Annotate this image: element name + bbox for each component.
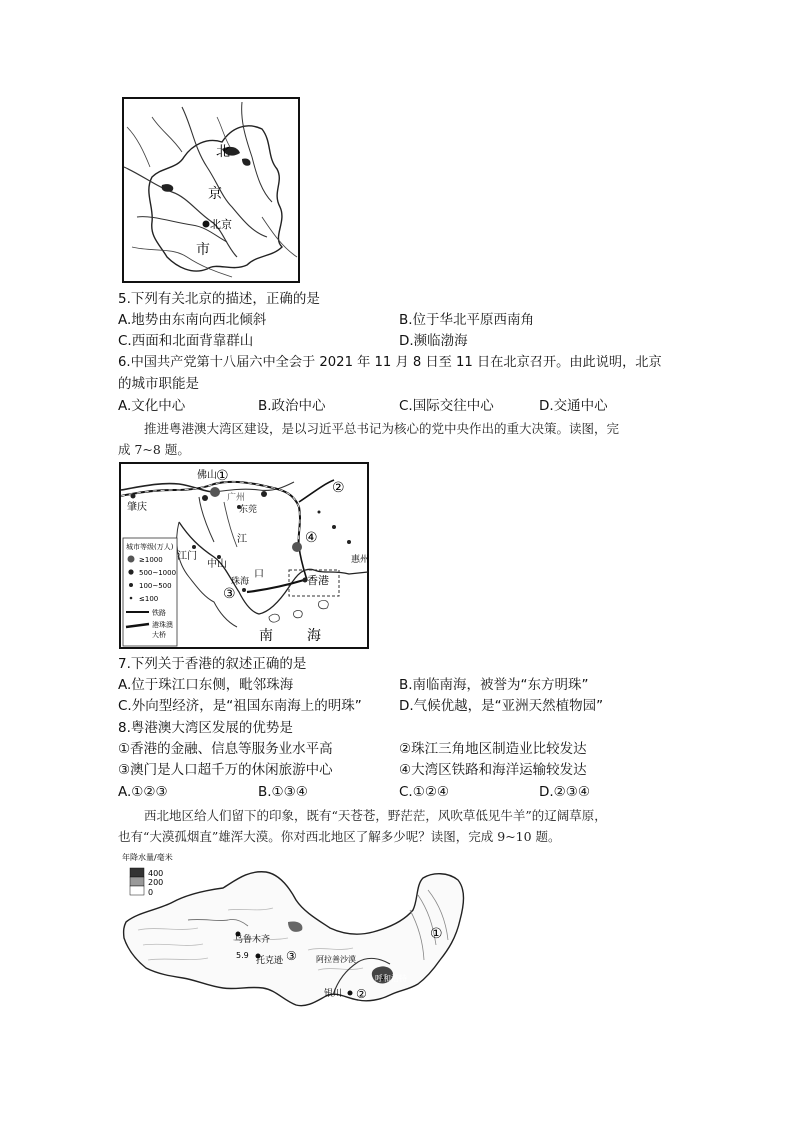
intro-7-8-line1: 推进粤港澳大湾区建设，是以习近平总书记为核心的党中央作出的重大决策。读图，完 <box>144 421 620 436</box>
map-label-beijing-city: 北京 <box>210 218 232 231</box>
legend-0: 0 <box>148 888 154 897</box>
legend-item-1: ≥1000 <box>139 556 163 564</box>
legend-title: 城市等级(万人) <box>126 543 174 551</box>
q8-option-b: B.①③④ <box>258 784 308 800</box>
label-alashan: 阿拉善沙漠 <box>316 955 356 964</box>
legend-item-4: ≤100 <box>139 595 159 603</box>
q5-option-d: D.濒临渤海 <box>399 333 468 349</box>
legend-symbol-3 <box>129 583 133 587</box>
legend-item-2: 500~1000 <box>139 569 177 577</box>
legend-rail: 铁路 <box>152 609 166 617</box>
legend-swatch-200 <box>130 877 144 886</box>
beijing-map <box>122 97 300 283</box>
q8-option-a: A.①②③ <box>118 784 168 800</box>
marker-4: ④ <box>305 530 318 546</box>
legend-400: 400 <box>148 869 164 878</box>
q6-option-a: A.文化中心 <box>118 398 186 414</box>
northwest-map-legend <box>122 852 173 897</box>
label-tuokexun-value: 5.9 <box>236 951 249 960</box>
marker-2: ② <box>356 987 367 1001</box>
legend-200: 200 <box>148 878 164 887</box>
northwest-map-figure <box>118 850 473 1015</box>
beijing-city-dot <box>203 221 210 228</box>
marker-2: ② <box>332 480 345 496</box>
map-label-jing: 京 <box>208 186 222 202</box>
q8-statement-2: ②珠江三角地区制造业比较发达 <box>399 741 587 757</box>
label-zhaoqing: 肇庆 <box>127 502 147 513</box>
legend-symbol-4 <box>130 597 133 600</box>
map-label-shi: 市 <box>196 242 210 258</box>
intro-9-10-line2: 也有“大漠孤烟直”雄浑大漠。你对西北地区了解多少呢？读图，完成 9~10 题。 <box>118 829 561 844</box>
legend-symbol-1 <box>128 556 135 563</box>
label-kou: 口 <box>254 569 264 580</box>
q5-option-a: A.地势由东南向西北倾斜 <box>118 312 267 328</box>
city-jiangmen-dot <box>192 545 196 549</box>
marker-1: ① <box>430 926 443 942</box>
marker-1: ① <box>216 468 229 484</box>
q7-option-b: B.南临南海，被誉为“东方明珠” <box>399 677 589 693</box>
q8-stem: 8.粤港澳大湾区发展的优势是 <box>118 720 293 736</box>
map-label-bei: 北 <box>216 144 230 160</box>
city-minor-dot-3 <box>318 511 321 514</box>
label-guangzhou: 广州 <box>227 493 246 503</box>
city-zhaoqing-dot <box>131 494 136 499</box>
q5-option-b: B.位于华北平原西南角 <box>399 312 535 328</box>
intro-9-10-line1: 西北地区给人们留下的印象，既有“天苍苍，野茫茫，风吹草低见牛羊”的辽阔草原， <box>144 808 607 823</box>
city-minor-dot-1 <box>332 525 336 529</box>
q8-statement-1: ①香港的金融、信息等服务业水平高 <box>118 741 333 757</box>
city-minor-dot-2 <box>347 540 351 544</box>
q8-option-c: C.①②④ <box>399 784 450 800</box>
beijing-map-figure <box>122 97 300 283</box>
q7-option-a: A.位于珠江口东侧，毗邻珠海 <box>118 677 294 693</box>
bay-area-map-figure <box>119 462 369 649</box>
city-zhuhai-dot <box>242 588 246 592</box>
label-jiangmen: 江门 <box>177 551 197 562</box>
label-dongguan: 东莞 <box>239 505 258 515</box>
q6-option-b: B.政治中心 <box>258 398 326 414</box>
q5-option-c: C.西面和北面背靠群山 <box>118 333 254 349</box>
q5-stem: 5.下列有关北京的描述，正确的是 <box>118 291 320 307</box>
city-yinchuan-dot <box>348 991 353 996</box>
q7-option-d: D.气候优越，是“亚洲天然植物园” <box>399 698 604 714</box>
label-zhongshan: 中山 <box>207 559 227 570</box>
city-foshan-dot <box>202 495 208 501</box>
label-yinchuan: 银川 <box>324 989 343 999</box>
label-urumqi: 乌鲁木齐 <box>234 935 271 945</box>
label-huizhou: 惠州 <box>351 555 369 565</box>
label-foshan: 佛山 <box>197 470 217 481</box>
q6-option-d: D.交通中心 <box>539 398 608 414</box>
northwest-map <box>118 850 473 1015</box>
label-xianggang: 香港 <box>307 574 329 587</box>
q8-statement-4: ④大湾区铁路和海洋运输较发达 <box>399 762 587 778</box>
label-jiang: 江 <box>237 534 247 545</box>
marker-3: ③ <box>286 949 297 963</box>
legend-swatch-0 <box>130 886 144 895</box>
legend-bridge-line2: 大桥 <box>152 631 166 639</box>
city-huizhou-dot <box>261 491 267 497</box>
q8-statement-3: ③澳门是人口超千万的休闲旅游中心 <box>118 762 333 778</box>
label-nan: 南 <box>259 628 273 644</box>
bay-map-legend <box>123 538 177 646</box>
legend-bridge-line1: 港珠澳 <box>152 621 173 629</box>
q7-option-c: C.外向型经济，是“祖国东南海上的明珠” <box>118 698 362 714</box>
q6-stem-line1: 6.中国共产党第十八届六中全会于 2021 年 11 月 8 日至 11 日在北京召开。由此说明，北京 <box>118 355 662 370</box>
intro-7-8-line2: 成 7~8 题。 <box>118 442 190 457</box>
legend-swatch-400 <box>130 868 144 877</box>
q8-option-d: D.②③④ <box>539 784 590 800</box>
legend-symbol-2 <box>128 569 133 574</box>
q7-stem: 7.下列关于香港的叙述正确的是 <box>118 656 307 672</box>
label-tuokexun: 托克逊 <box>256 956 284 966</box>
legend-title: 年降水量/毫米 <box>122 853 173 862</box>
bay-area-map <box>119 462 369 649</box>
city-guangzhou-dot <box>210 487 220 497</box>
label-huhehaote: 呼和浩特 <box>375 974 407 983</box>
city-shenzhen-dot <box>292 542 302 552</box>
legend-item-3: 100~500 <box>139 582 172 590</box>
label-zhuhai: 珠海 <box>231 577 250 587</box>
q6-option-c: C.国际交往中心 <box>399 398 494 414</box>
marker-3: ③ <box>223 586 236 602</box>
q6-stem-line2: 的城市职能是 <box>118 376 199 392</box>
label-hai: 海 <box>307 628 321 644</box>
